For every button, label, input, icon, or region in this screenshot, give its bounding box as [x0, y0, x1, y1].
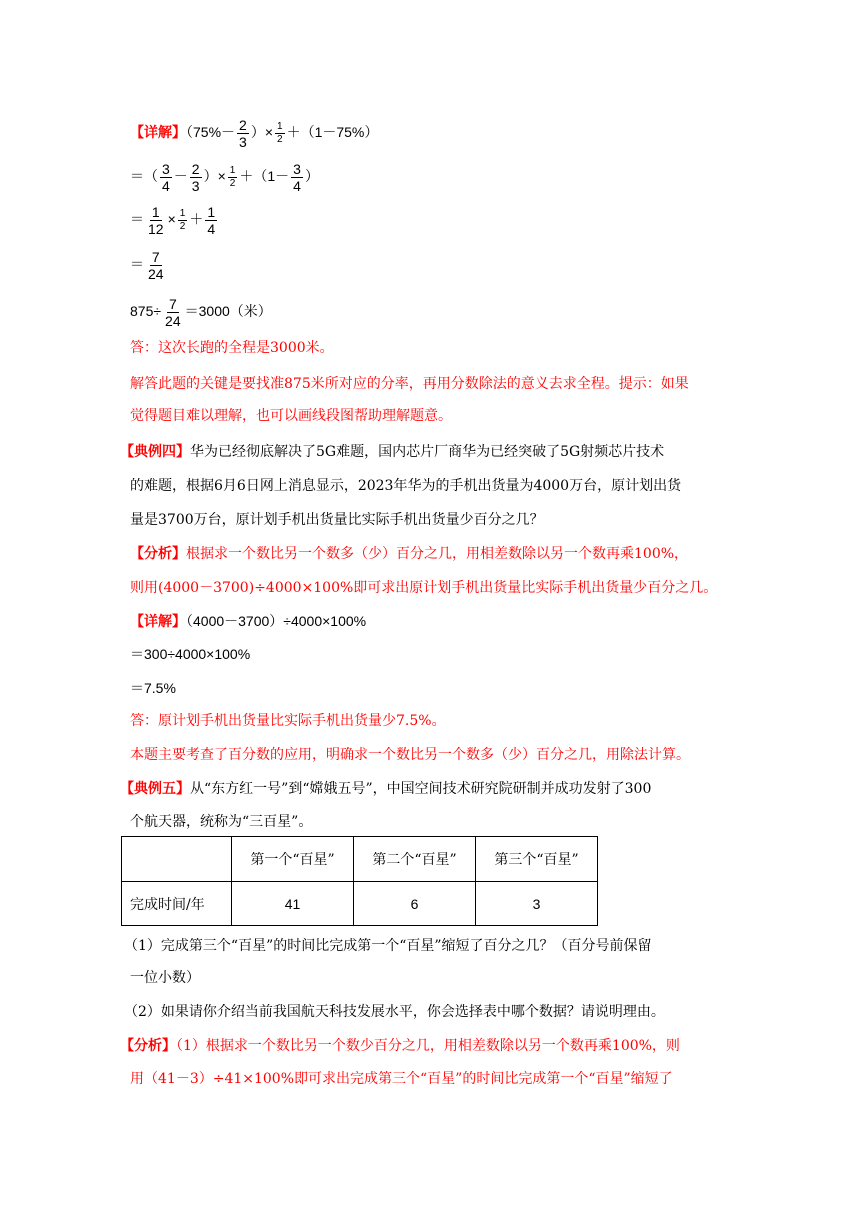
fraction: $\frac{1}{12}$: [148, 204, 164, 237]
detail-line-5: 875÷ $\frac{7}{24}$ ＝3000（米）: [130, 296, 272, 329]
fraction: $\frac{7}{24}$: [148, 249, 164, 282]
detail-line-1: 【详解】（75%－ $\frac{2}{3}$ ）× $\frac{1}{2}$ ＋（1－75%）: [130, 117, 379, 150]
detail-tag: 【详解】: [130, 613, 186, 629]
note-text: 觉得题目难以理解，也可以画线段图帮助理解题意。: [130, 408, 452, 424]
data-table: [121, 836, 598, 926]
detail-line-2: ＝（ $\frac{3}{4}$ － $\frac{2}{3}$ ）× $\frac{1}{2}$ ＋（1－ $\frac{3}{4}$ ）: [130, 161, 319, 194]
fraction: $\frac{3}{4}$: [162, 161, 170, 194]
example4-question: 【典例四】华为已经彻底解决了5G难题，国内芯片厂商华为已经突破了5G射频芯片技术: [120, 444, 665, 460]
example-tag: 【典例四】: [120, 444, 190, 460]
table-row-label: 完成时间/年: [122, 882, 232, 926]
fraction: $\frac{3}{4}$: [293, 161, 301, 194]
note-text: 解答此题的关键是要找准875米所对应的分率，再用分数除法的意义去求全程。提示：如果: [130, 376, 689, 392]
sub-question: 一位小数）: [130, 970, 200, 986]
detail-line-3: ＝ $\frac{1}{12}$ × $\frac{1}{2}$ ＋ $\frac{1}{4}$: [130, 204, 216, 237]
example5-question: 个航天器，统称为“三百星”。: [130, 814, 313, 830]
answer-text: 答：原计划手机出货量比实际手机出货量少7.5%。: [130, 713, 446, 729]
example4-question: 的难题，根据6月6日网上消息显示，2023年华为的手机出货量为4000万台，原计划出货: [130, 478, 682, 494]
table-header-cell: 第二个“百星”: [354, 837, 476, 882]
sub-question: （1）完成第三个“百星”的时间比完成第一个“百星”缩短了百分之几？（百分号前保留: [124, 938, 652, 954]
table-header-cell: 第三个“百星”: [476, 837, 598, 882]
detail-line-4: ＝ $\frac{7}{24}$: [130, 249, 164, 282]
fraction: $\frac{2}{3}$: [191, 161, 200, 194]
fraction: $\frac{2}{3}$: [239, 117, 247, 150]
analysis-tag: 【分析】: [130, 546, 186, 562]
table-cell: 3: [476, 882, 598, 926]
sub-question: （2）如果请你介绍当前我国航天科技发展水平，你会选择表中哪个数据？请说明理由。: [124, 1004, 665, 1020]
note-text: 本题主要考查了百分数的应用，明确求一个数比另一个数多（少）百分之几，用除法计算。: [130, 747, 690, 763]
example4-detail: ＝7.5%: [130, 680, 176, 696]
example4-analysis: 【分析】根据求一个数比另一个数多（少）百分之几，用相差数除以另一个数再乘100%，: [130, 546, 689, 562]
table-header-cell: [122, 837, 232, 882]
example5-question: 【典例五】从“东方红一号”到“嫦娥五号”，中国空间技术研究院研制并成功发射了300: [120, 781, 652, 797]
fraction: $\frac{1}{2}$: [179, 208, 186, 232]
fraction: $\frac{1}{2}$: [229, 165, 236, 189]
answer-text: 答：这次长跑的全程是3000米。: [130, 340, 334, 356]
fraction: $\frac{1}{2}$: [277, 121, 283, 145]
example-tag: 【典例五】: [120, 781, 190, 797]
table-cell: 6: [354, 882, 476, 926]
table-cell: 41: [232, 882, 354, 926]
fraction: $\frac{7}{24}$: [165, 296, 181, 329]
example4-detail: ＝300÷4000×100%: [130, 646, 251, 662]
fraction: $\frac{1}{4}$: [207, 204, 216, 237]
table-row: [122, 882, 598, 926]
example5-analysis: 用（41－3）÷41×100%即可求出完成第三个“百星”的时间比完成第一个“百星”缩短了: [130, 1071, 673, 1087]
detail-tag: 【详解】: [130, 124, 186, 141]
example4-detail: 【详解】（4000－3700）÷4000×100%: [130, 613, 367, 629]
example4-question: 量是3700万台，原计划手机出货量比实际手机出货量少百分之几？: [130, 512, 544, 528]
analysis-tag: 【分析】: [120, 1038, 176, 1054]
example5-analysis: 【分析】（1）根据求一个数比另一个数少百分之几，用相差数除以另一个数再乘100%，则: [120, 1038, 680, 1054]
example4-analysis: 则用(4000－3700)÷4000×100%即可求出原计划手机出货量比实际手机出货量少百分之几。: [130, 580, 718, 596]
table-header-cell: 第一个“百星”: [232, 837, 354, 882]
table-header-row: [122, 837, 598, 882]
